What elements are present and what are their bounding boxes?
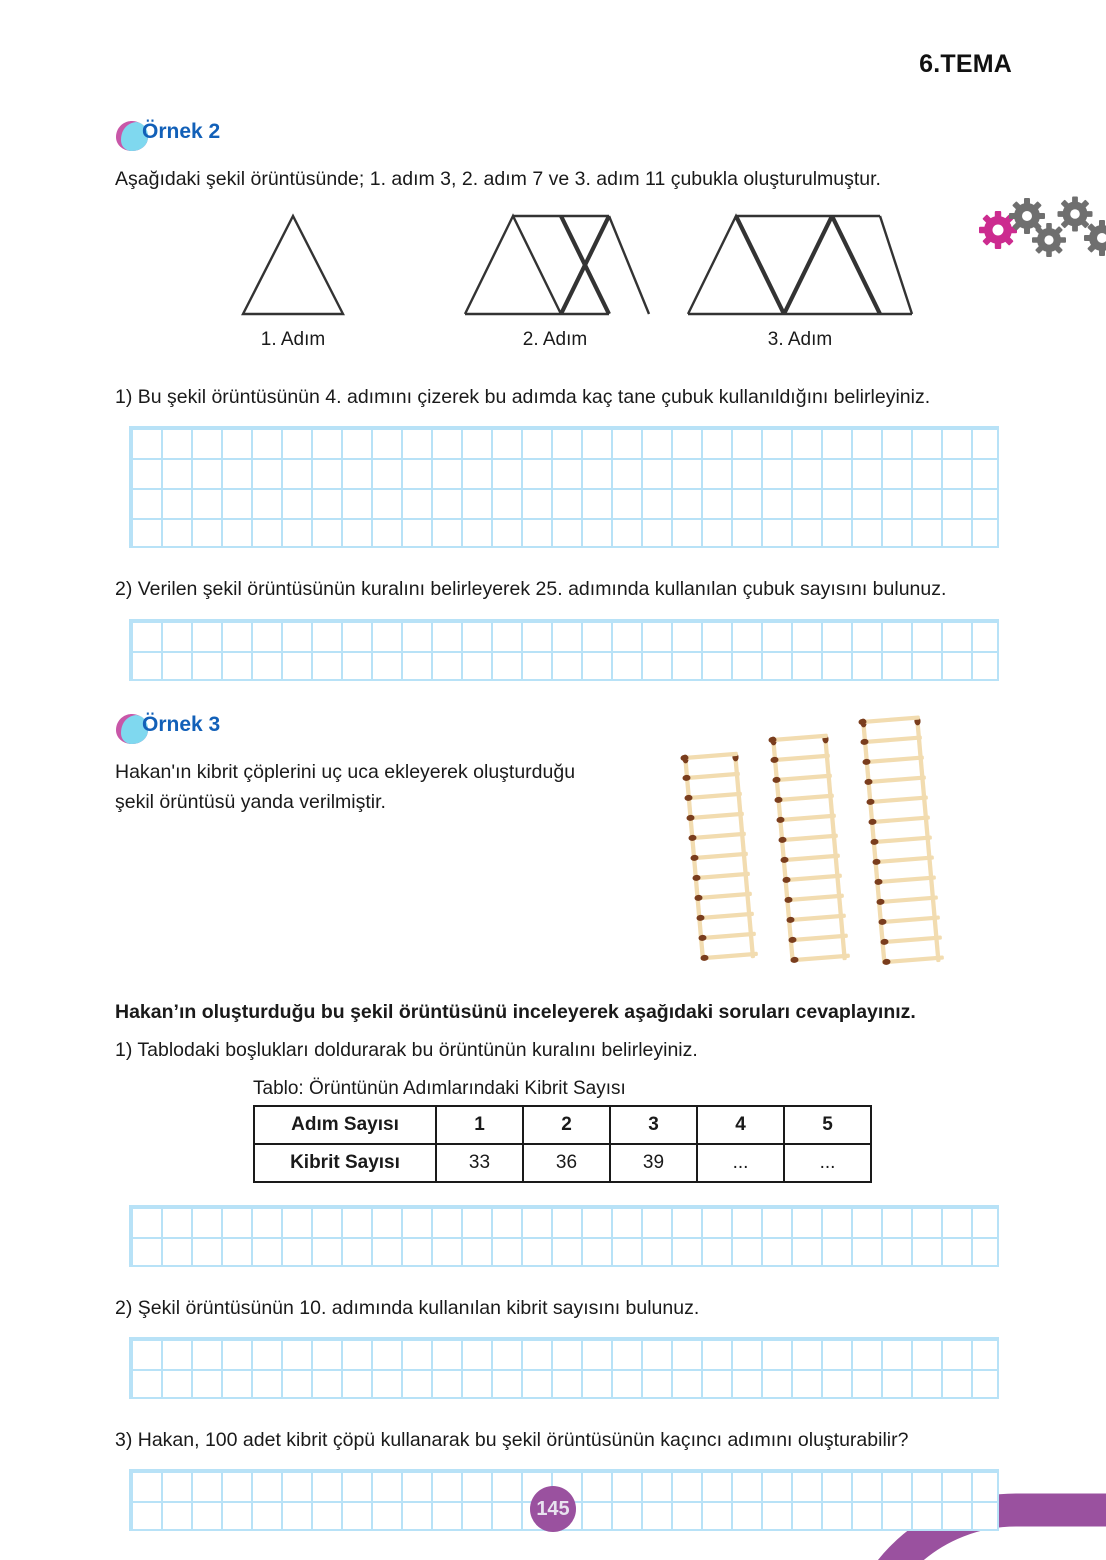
answer-grid-1[interactable]: [129, 426, 999, 548]
table-row-label: Adım Sayısı: [254, 1106, 436, 1144]
table-cell: 3: [610, 1106, 697, 1144]
table-cell: 39: [610, 1144, 697, 1182]
table-row: [254, 1144, 871, 1182]
figure-step-2-caption: 2. Adım: [522, 329, 588, 351]
ornek2-question-2: 2) Verilen şekil örüntüsünün kuralını belirleyerek 25. adımında kullanılan çubuk sayısını bulunuz.: [115, 578, 947, 601]
ornek-2-intro: Aşağıdaki şekil örüntüsünde; 1. adım 3, 2. adım 7 ve 3. adım 11 çubukla oluşturulmuştur.: [115, 168, 881, 190]
triangle-pattern-step-3: [680, 210, 920, 320]
figure-step-1-caption: 1. Adım: [260, 329, 326, 351]
page-number-badge: 145: [530, 1486, 576, 1532]
table-row-label: Kibrit Sayısı: [254, 1144, 436, 1182]
table-cell: 2: [523, 1106, 610, 1144]
table-cell: 1: [436, 1106, 523, 1144]
table-cell: 4: [697, 1106, 784, 1144]
ornek3-question-3: 3) Hakan, 100 adet kibrit çöpü kullanarak bu şekil örüntüsünün kaçıncı adımını oluşturabilir?: [115, 1428, 909, 1451]
answer-grid-3[interactable]: [129, 1205, 999, 1267]
table-cell: 5: [784, 1106, 871, 1144]
ornek2-question-1: 1) Bu şekil örüntüsünün 4. adımını çizerek bu adımda kaç tane çubuk kullanıldığını belirleyiniz.: [115, 386, 931, 409]
table-cell[interactable]: ...: [784, 1144, 871, 1182]
ornek3-question-2: 2) Şekil örüntüsünün 10. adımında kullanılan kibrit sayısını bulunuz.: [115, 1296, 700, 1319]
ornek3-question-1: 1) Tablodaki boşlukları doldurarak bu örüntünün kuralını belirleyiniz.: [115, 1039, 698, 1062]
ornek-2-title: Örnek 2: [142, 120, 221, 143]
triangle-figures: [115, 210, 997, 360]
ornek-3-intro-line-2: şekil örüntüsü yanda verilmiştir.: [115, 790, 386, 813]
ornek-3-bold-prompt: Hakan’ın oluşturduğu bu şekil örüntüsünü inceleyerek aşağıdaki soruları cevaplayınız.: [115, 1001, 916, 1024]
kibrit-table-block: [253, 1078, 997, 1183]
table-title: Tablo: Örüntünün Adımlarındaki Kibrit Sayısı: [253, 1077, 626, 1099]
ornek-2-heading: [115, 118, 997, 152]
theme-header: 6.TEMA: [919, 50, 1012, 78]
page-content: [115, 0, 997, 1531]
triangle-pattern-step-2: [455, 210, 655, 320]
kibrit-table: [253, 1105, 872, 1183]
table-cell: 36: [523, 1144, 610, 1182]
table-row: [254, 1106, 871, 1144]
triangle-pattern-step-1: [233, 210, 353, 320]
figure-step-1: [233, 210, 353, 351]
figure-step-3: [680, 210, 920, 351]
answer-grid-4[interactable]: [129, 1337, 999, 1399]
ornek-3-intro-line-1: Hakan'ın kibrit çöplerini uç uca ekleyerek oluşturduğu: [115, 760, 576, 783]
ornek-3-heading: [115, 711, 997, 745]
ornek-3-title: Örnek 3: [142, 712, 221, 736]
figure-step-2: [455, 210, 655, 351]
figure-step-3-caption: 3. Adım: [767, 329, 833, 351]
answer-grid-2[interactable]: [129, 619, 999, 681]
table-cell[interactable]: ...: [697, 1144, 784, 1182]
table-cell: 33: [436, 1144, 523, 1182]
